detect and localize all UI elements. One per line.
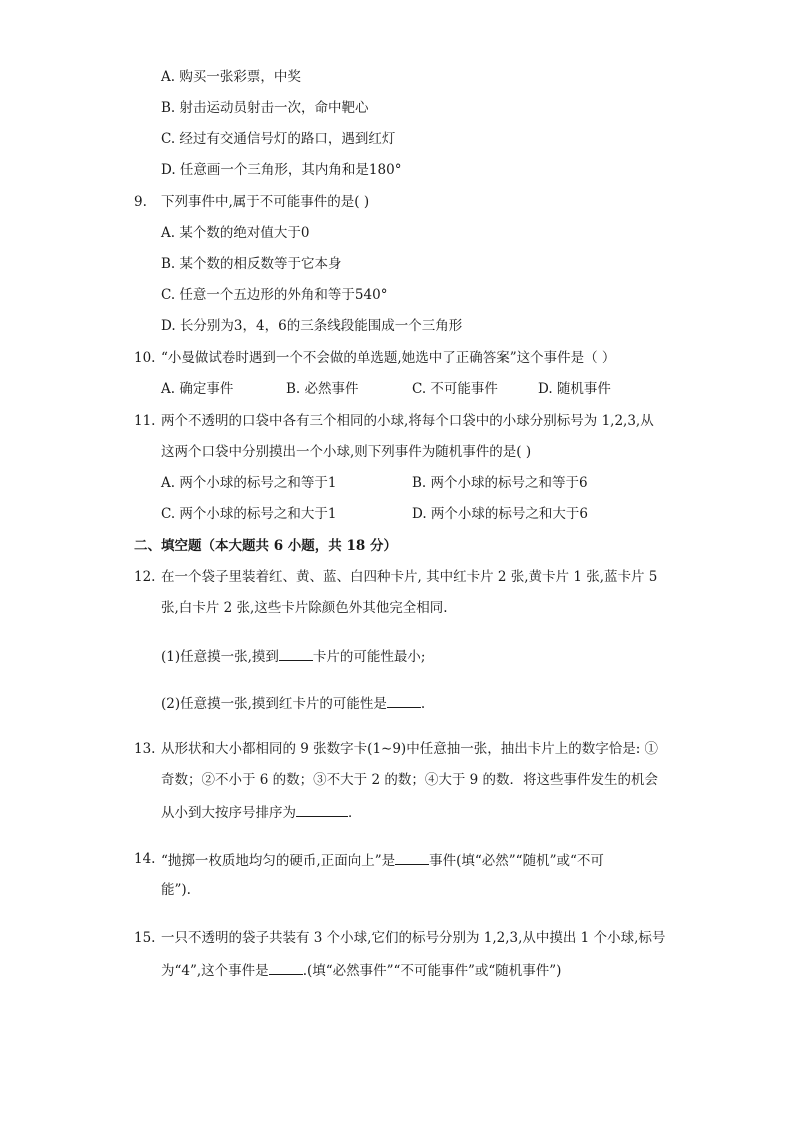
q12-sub1 xyxy=(161,646,425,666)
q11-stem-line2: 这两个口袋中分别摸出一个小球,则下列事件为随机事件的是( ) xyxy=(161,444,532,460)
q14-blank[interactable] xyxy=(395,850,429,865)
q10-option-a: A. 确定事件 xyxy=(161,381,234,397)
q10-option-c: C. 不可能事件 xyxy=(412,381,498,397)
q11-number: 11. xyxy=(134,413,156,429)
q11-option-a: A. 两个小球的标号之和等于1 xyxy=(161,475,337,491)
q14-line1 xyxy=(161,850,604,870)
q11-option-d: D. 两个小球的标号之和大于6 xyxy=(412,506,589,522)
q9-number: 9. xyxy=(134,194,147,210)
q15-line1: 一只不透明的袋子共装有 3 个小球,它们的标号分别为 1,2,3,从中摸出 1 个小球,标号 xyxy=(161,930,666,946)
q15-line2-before: 为“4”,这个事件是 xyxy=(161,963,269,979)
q12-number: 12. xyxy=(134,569,156,585)
q14-line1-before: “抛掷一枚质地均匀的硬币,正面向上”是 xyxy=(161,853,396,869)
q12-stem-line1: 在一个袋子里装着红、黄、蓝、白四种卡片, 其中红卡片 2 张,黄卡片 1 张,蓝卡片 5 xyxy=(161,569,658,585)
section-heading xyxy=(134,537,397,555)
q12-blank-1[interactable] xyxy=(279,646,313,661)
q11-stem-line1: 两个不透明的口袋中各有三个相同的小球,将每个口袋中的小球分别标号为 1,2,3,从 xyxy=(161,413,654,429)
q8-option-d: D. 任意画一个三角形，其内角和是180° xyxy=(161,162,402,178)
section-title: 填空题（本大题共 6 小题，共 18 分） xyxy=(161,538,397,554)
q12-sub2 xyxy=(161,693,425,713)
q8-option-c: C. 经过有交通信号灯的路口，遇到红灯 xyxy=(161,131,396,147)
q13-line3 xyxy=(161,802,362,822)
q13-line2: 奇数；②不小于 6 的数；③不大于 2 的数；④大于 9 的数．将这些事件发生的机会 xyxy=(161,772,659,788)
q13-line3-after: ． xyxy=(348,805,362,821)
section-prefix: 二、 xyxy=(134,538,161,554)
q9-stem: 下列事件中,属于不可能事件的是( ) xyxy=(161,194,370,210)
q15-line2-after: .(填“必然事件”“不可能事件”或“随机事件”) xyxy=(302,963,562,979)
q14-line2: 能”). xyxy=(161,882,191,898)
q11-option-b: B. 两个小球的标号之和等于6 xyxy=(412,475,588,491)
q13-line1: 从形状和大小都相同的 9 张数字卡(1∼9)中任意抽一张，抽出卡片上的数字恰是: ① xyxy=(161,741,659,757)
q15-number: 15. xyxy=(134,930,156,946)
q8-option-a: A. 购买一张彩票，中奖 xyxy=(161,69,301,85)
q12-sub1-before: (1)任意摸一张,摸到 xyxy=(161,649,279,665)
q9-option-a: A. 某个数的绝对值大于0 xyxy=(161,225,310,241)
q13-line3-before: 从小到大按序号排序为 xyxy=(161,805,296,821)
q10-option-d: D. 随机事件 xyxy=(538,381,611,397)
q15-blank[interactable] xyxy=(269,960,303,975)
q12-sub2-before: (2)任意摸一张,摸到红卡片的可能性是 xyxy=(161,696,387,712)
q14-line1-after: 事件(填“必然”“随机”或“不可 xyxy=(429,853,604,869)
q10-stem: “小曼做试卷时遇到一个不会做的单选题,她选中了正确答案”这个事件是（ ） xyxy=(161,350,616,366)
q13-blank[interactable] xyxy=(296,802,348,817)
q15-line2 xyxy=(161,960,561,980)
q10-number: 10. xyxy=(134,350,156,366)
q11-option-c: C. 两个小球的标号之和大于1 xyxy=(161,506,337,522)
q9-option-d: D. 长分别为3，4，6的三条线段能围成一个三角形 xyxy=(161,318,463,334)
q14-number: 14. xyxy=(134,851,156,867)
q10-option-b: B. 必然事件 xyxy=(286,381,359,397)
q9-option-b: B. 某个数的相反数等于它本身 xyxy=(161,256,342,272)
q12-blank-2[interactable] xyxy=(387,693,421,708)
q9-option-c: C. 任意一个五边形的外角和等于540° xyxy=(161,287,388,303)
q12-stem-line2: 张,白卡片 2 张,这些卡片除颜色外其他完全相同. xyxy=(161,600,448,616)
q12-sub1-after: 卡片的可能性最小; xyxy=(312,649,426,665)
q13-number: 13. xyxy=(134,741,156,757)
q8-option-b: B. 射击运动员射击一次，命中靶心 xyxy=(161,100,369,116)
q12-sub2-after: . xyxy=(420,696,426,712)
